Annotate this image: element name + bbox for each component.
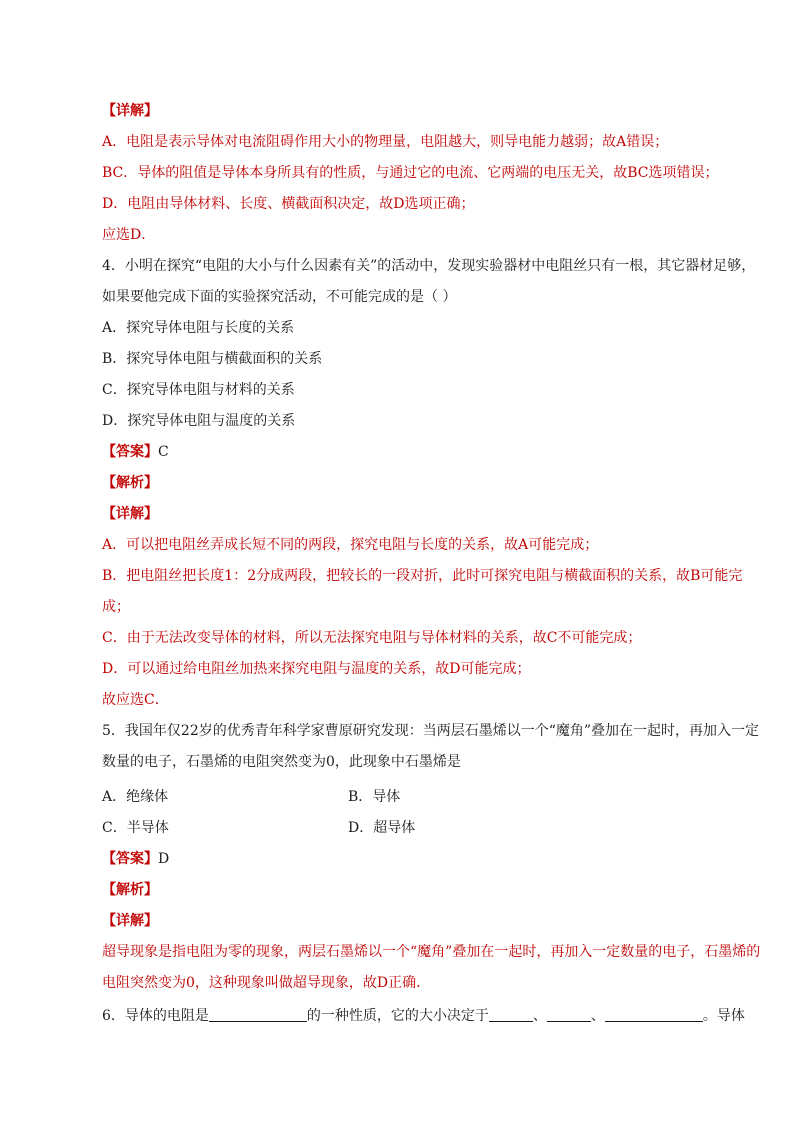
question-6-text: 。导体 [702,1008,745,1024]
fill-blank-3[interactable] [547,1007,591,1022]
question-5-options-row-1 [102,787,722,807]
question-4-option-d: D．探究导体电阻与温度的关系 [102,413,296,429]
conclusion-line: 应选D． [102,227,156,243]
conclusion-line: 故应选C． [102,692,169,708]
separator: 、 [532,1008,547,1024]
answer-value: C [158,444,169,460]
question-4-option-c: C．探究导体电阻与材料的关系 [102,382,295,398]
separator: 、 [590,1008,605,1024]
fill-blank-4[interactable] [605,1007,703,1022]
fill-blank-1[interactable] [209,1007,307,1022]
explanation-line: 电阻突然变为0，这种现象叫做超导现象，故D正确． [102,975,431,991]
analysis-heading: 【解析】 [102,475,158,491]
question-5-option-a: A．绝缘体 [102,789,169,805]
question-5-option-d: D．超导体 [348,820,416,836]
question-4-option-a: A．探究导体电阻与长度的关系 [102,320,295,336]
explanation-line: D．可以通过给电阻丝加热来探究电阻与温度的关系，故D可能完成； [102,661,531,677]
detail-heading: 【详解】 [102,506,158,522]
explanation-line: 成； [102,599,130,615]
question-4-stem-cont: 如果要他完成下面的实验探究活动，不可能完成的是（ ） [102,289,457,305]
question-5-option-c: C．半导体 [102,820,169,836]
question-5-stem-cont: 数量的电子，石墨烯的电阻突然变为0，此现象中石墨烯是 [102,754,461,770]
question-6-text: 的一种性质，它的大小决定于 [306,1008,489,1024]
question-5-stem: 5．我国年仅22岁的优秀青年科学家曹原研究发现：当两层石墨烯以一个“魔角”叠加在一起时，再加入一定 [102,723,760,739]
question-5-options-row-2 [102,818,722,838]
answer-tag: 【答案】 [102,444,158,460]
question-5-option-b: B．导体 [348,789,401,805]
explanation-line: B．把电阻丝把长度1：2分成两段，把较长的一段对折，此时可探究电阻与横截面积的关系，故B可能完 [102,568,743,584]
explanation-line: 超导现象是指电阻为零的现象，两层石墨烯以一个“魔角”叠加在一起时，再加入一定数量的电子，石墨烯的 [102,944,761,960]
question-4-option-b: B．探究导体电阻与横截面积的关系 [102,351,323,367]
question-4-answer [102,442,722,462]
explanation-line: A．可以把电阻丝弄成长短不同的两段，探究电阻与长度的关系，故A可能完成； [102,537,599,553]
answer-tag: 【答案】 [102,851,158,867]
explanation-line: BC．导体的阻值是导体本身所具有的性质，与通过它的电流、它两端的电压无关，故BC选项错误； [102,165,719,181]
fill-blank-2[interactable] [489,1007,533,1022]
answer-value: D [158,851,170,867]
explanation-line: C．由于无法改变导体的材料，所以无法探究电阻与导体材料的关系，故C不可能完成； [102,630,642,646]
detail-heading: 【详解】 [102,913,158,929]
explanation-line: D．电阻由导体材料、长度、横截面积决定，故D选项正确； [102,196,475,212]
detail-heading: 【详解】 [102,103,158,119]
question-6-text: 6．导体的电阻是 [102,1008,209,1024]
question-5-answer [102,849,722,869]
question-4-stem: 4．小明在探究“电阻的大小与什么因素有关”的活动中，发现实验器材中电阻丝只有一根，其它器材足够， [102,258,756,274]
analysis-heading: 【解析】 [102,882,158,898]
explanation-line: A．电阻是表示导体对电流阻碍作用大小的物理量，电阻越大，则导电能力越弱；故A错误； [102,134,669,150]
question-6-stem [102,1006,745,1026]
